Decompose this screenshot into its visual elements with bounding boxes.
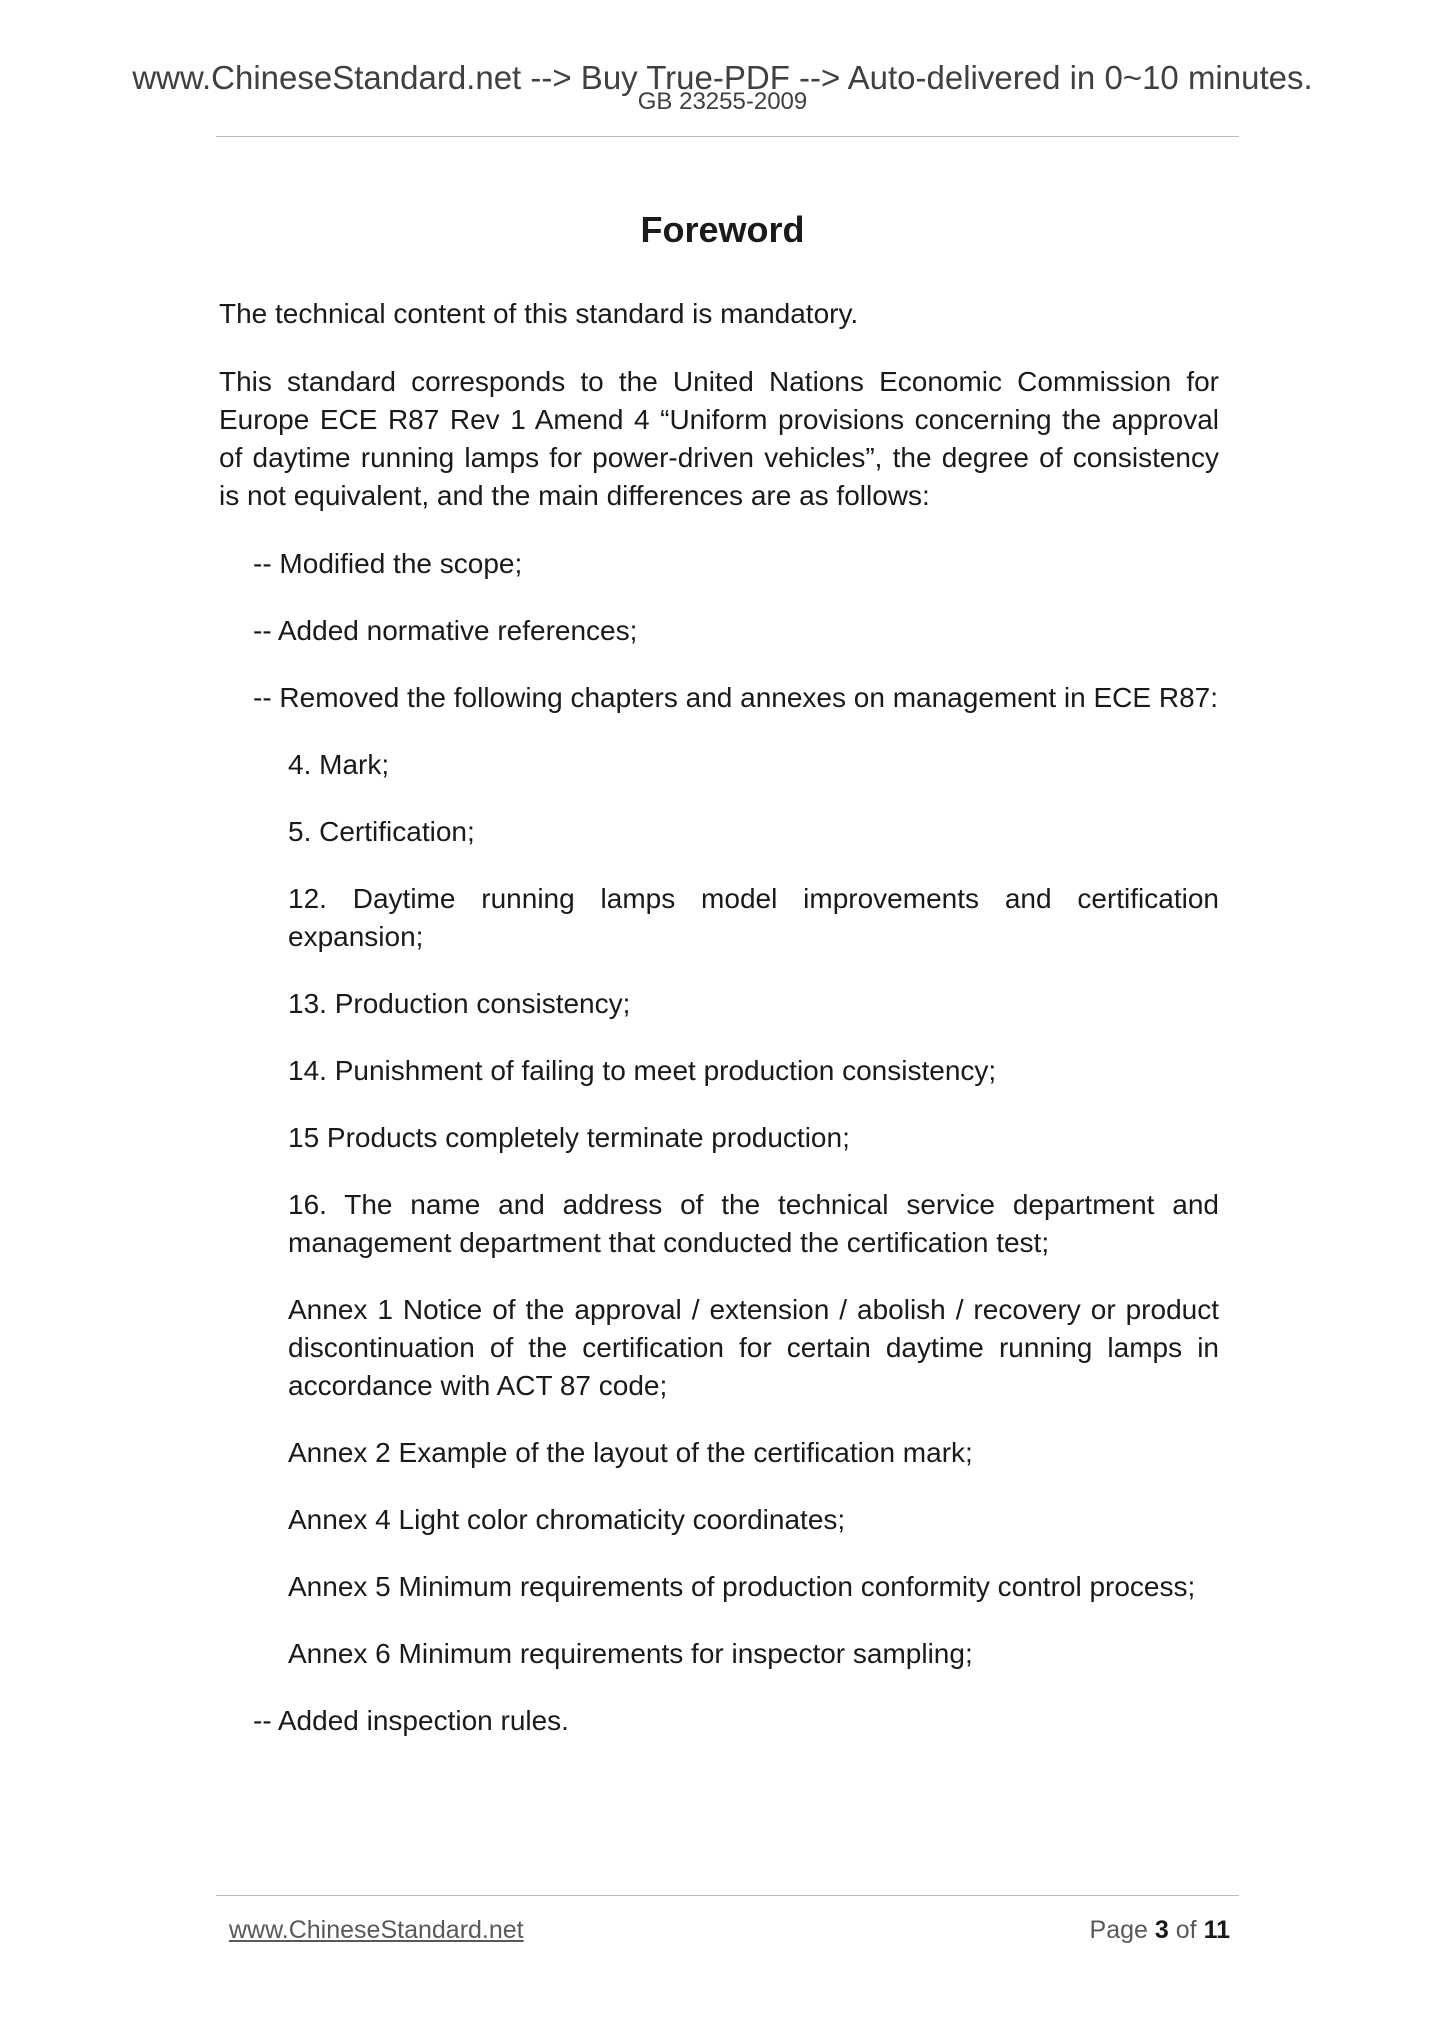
- bullet-item: [219, 679, 1219, 717]
- sub-item: 16. The name and address of the technical service department and management department that conducted the certification test;: [288, 1189, 1219, 1258]
- document-body: [219, 295, 1219, 1769]
- paragraph: The technical content of this standard is mandatory.: [219, 298, 859, 329]
- bullet-text: -- Removed the following chapters and annexes on management in ECE R87:: [253, 682, 1218, 713]
- bullet-item: [219, 545, 1219, 583]
- sub-item: 5. Certification;: [288, 816, 475, 847]
- sub-item: Annex 6 Minimum requirements for inspector sampling;: [288, 1638, 973, 1669]
- bullet-text: -- Modified the scope;: [253, 548, 523, 579]
- paragraph: This standard corresponds to the United Nations Economic Commission for Europe ECE R87 Rev 1 Amend 4 “Uniform provisions concerning the approval of daytime running lamps for power-driven vehicles”, the degree of consistency is not equivalent, and the main differences are as follows:: [219, 366, 1219, 511]
- footer-divider: [216, 1895, 1239, 1896]
- page-number: [1090, 1915, 1230, 1945]
- page-of: of: [1175, 1916, 1197, 1944]
- footer-site-link[interactable]: www.ChineseStandard.net: [229, 1916, 524, 1944]
- sub-item: 4. Mark;: [288, 749, 390, 780]
- bullet-item: [219, 612, 1219, 650]
- sub-item: 14. Punishment of failing to meet production consistency;: [288, 1055, 997, 1086]
- page-current: 3: [1154, 1916, 1169, 1944]
- sub-item: 13. Production consistency;: [288, 988, 631, 1019]
- header-banner: www.ChineseStandard.net --> Buy True-PDF --> Auto-delivered in 0~10 minutes.: [132, 59, 1313, 96]
- sub-item: Annex 5 Minimum requirements of production conformity control process;: [288, 1571, 1196, 1602]
- bullet-text: -- Added normative references;: [253, 615, 638, 646]
- sub-item: Annex 1 Notice of the approval / extension / abolish / recovery or product discontinuation of the certification for certain daytime running lamps in accordance with ACT 87 code;: [288, 1294, 1219, 1401]
- page-title: Foreword: [640, 209, 805, 250]
- sub-item: 15 Products completely terminate production;: [288, 1122, 850, 1153]
- sub-item: Annex 2 Example of the layout of the certification mark;: [288, 1437, 973, 1468]
- header-divider: [216, 136, 1239, 137]
- sub-item: Annex 4 Light color chromaticity coordinates;: [288, 1504, 846, 1535]
- page-total: 11: [1203, 1916, 1230, 1944]
- sub-item: 12. Daytime running lamps model improvements and certification expansion;: [288, 883, 1219, 952]
- bullet-text: -- Added inspection rules.: [253, 1705, 569, 1736]
- bullet-item: [219, 1702, 1219, 1740]
- page-label: Page: [1089, 1916, 1148, 1944]
- document-code: GB 23255-2009: [637, 88, 808, 115]
